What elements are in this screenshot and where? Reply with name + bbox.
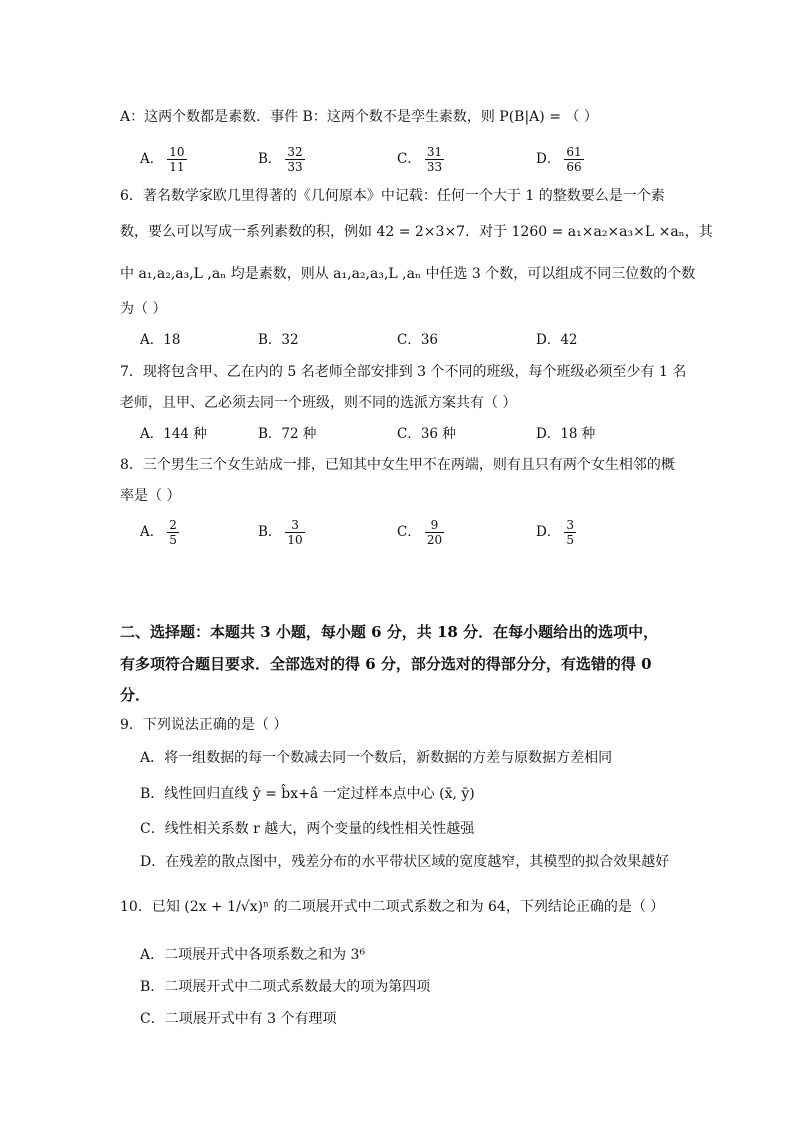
q6-line-2: 数，要么可以写成一系列素数的积，例如 42 = 2×3×7．对于 1260 = a₁×a₂×a₃×L ×aₙ，其 [120,224,713,240]
option-label: A． [140,524,164,540]
option-label: D． [536,524,561,540]
denominator: 20 [426,533,443,547]
q10-option-c[interactable]: C．二项展开式中有 3 个有理项 [140,1011,337,1027]
fraction [425,145,444,174]
q9-option-a[interactable]: A．将一组数据的每一个数减去同一个数后，新数据的方差与原数据方差相同 [140,750,613,766]
numerator: 9 [425,518,444,533]
q6-option-b[interactable]: B．32 [258,332,299,348]
fraction [425,518,444,547]
q6-line-3: 中 a₁,a₂,a₃,L ,aₙ 均是素数，则从 a₁,a₂,a₃,L ,aₙ 中任选 3 个数，可以组成不同三位数的个数 [120,266,696,282]
section-2-heading-line-1: 二、选择题：本题共 3 小题，每小题 6 分，共 18 分．在每小题给出的选项中， [120,623,659,641]
q7-line-2: 老师，且甲、乙必须去同一个班级，则不同的选派方案共有（ ） [120,395,517,411]
numerator: 61 [566,145,582,159]
q8-line-1: 8．三个男生三个女生站成一排，已知其中女生甲不在两端，则有且只有两个女生相邻的概 [120,457,675,473]
denominator: 33 [426,160,443,174]
q5-option-b[interactable] [258,145,305,174]
numerator: 32 [287,145,303,159]
q7-option-d[interactable]: D．18 种 [536,426,596,442]
option-label: B． [258,151,282,167]
numerator: 2 [169,518,177,532]
numerator: 10 [169,145,185,159]
q10-stem: 10．已知 (2x + 1/√x)ⁿ 的二项展开式中二项式系数之和为 64，下列结论正确的是（ ） [120,899,665,915]
q6-option-a[interactable]: A．18 [140,332,181,348]
denominator: 33 [287,160,303,174]
option-label: B． [258,524,282,540]
option-label: C． [397,151,421,167]
q7-option-a[interactable]: A．144 种 [140,426,207,442]
q5-condition: A：这两个数都是素数．事件 B：这两个数不是孪生素数，则 P(B|A) = （ ） [120,109,598,125]
fraction [285,518,304,547]
q8-option-d[interactable] [536,518,576,547]
numerator: 31 [426,145,443,159]
option-label: C． [397,524,421,540]
section-2-heading-line-3: 分． [120,686,151,704]
numerator: 3 [566,518,574,532]
q6-option-c[interactable]: C．36 [397,332,439,348]
fraction [167,145,186,174]
numerator: 3 [285,518,304,533]
denominator: 5 [169,533,177,547]
q7-option-c[interactable]: C．36 种 [397,426,456,442]
denominator: 10 [287,533,303,547]
fraction [285,145,304,174]
q10-option-b[interactable]: B．二项展开式中二项式系数最大的项为第四项 [140,979,431,995]
q5-option-d[interactable] [536,145,584,174]
fraction [167,518,179,547]
q8-option-b[interactable] [258,518,305,547]
q6-option-d[interactable]: D．42 [536,332,578,348]
q8-option-a[interactable] [140,518,179,547]
q7-line-1: 7．现将包含甲、乙在内的 5 名老师全部安排到 3 个不同的班级，每个班级必须至少有 1 名 [120,364,687,380]
q6-line-1: 6．著名数学家欧几里得著的《几何原本》中记载：任何一个大于 1 的整数要么是一个素 [120,188,665,204]
option-label: A． [140,151,164,167]
q9-option-b[interactable]: B．线性回归直线 ŷ = b̂x+â 一定过样本点中心 (x̄, ȳ) [140,786,475,802]
fraction [564,145,583,174]
denominator: 5 [566,533,574,547]
q9-option-c[interactable]: C．线性相关系数 r 越大，两个变量的线性相关性越强 [140,821,475,837]
q8-line-2: 率是（ ） [120,488,181,504]
fraction [564,518,576,547]
q9-stem: 9．下列说法正确的是（ ） [120,717,288,733]
q5-option-c[interactable] [397,145,444,174]
denominator: 66 [566,160,582,174]
section-2-heading-line-2: 有多项符合题目要求．全部选对的得 6 分，部分选对的得部分分，有选错的得 0 [120,655,652,673]
q5-option-a[interactable] [140,145,187,174]
denominator: 11 [169,160,185,174]
q6-line-4: 为（ ） [120,301,167,317]
q7-option-b[interactable]: B．72 种 [258,426,317,442]
q8-option-c[interactable] [397,518,444,547]
q9-option-d[interactable]: D．在残差的散点图中，残差分布的水平带状区域的宽度越窄，其模型的拟合效果越好 [140,854,670,870]
option-label: D． [536,151,561,167]
q10-option-a[interactable]: A．二项展开式中各项系数之和为 3⁶ [140,947,366,963]
